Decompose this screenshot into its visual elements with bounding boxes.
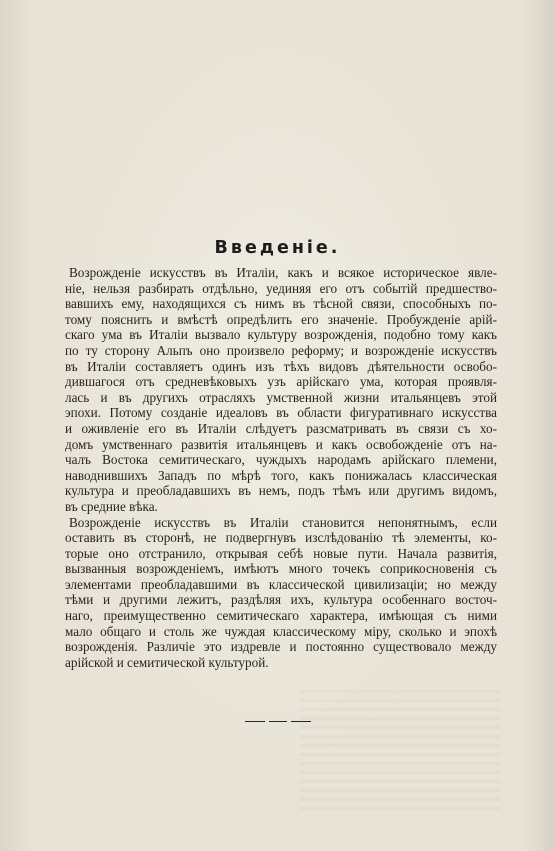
text-line: домъ умственнаго развитiя итальянцевъ и какъ освобожденiе отъ на- [65, 436, 497, 452]
body-text [65, 265, 497, 670]
text-line: и оживленiе его въ Италiи слѣдуетъ разсматривать въ связи съ хо- [65, 420, 497, 436]
text-line: элементами преобладавшими въ классической цивилизацiи; но между [65, 576, 497, 592]
text-line: культура и преобладавшихъ въ немъ, подъ тѣмъ или другимъ видомъ, [65, 483, 497, 499]
text-line: Возрожденiе искусствъ въ Италiи становится непонятнымъ, если [69, 514, 497, 530]
text-line: Возрожденiе искусствъ въ Италiи, какъ и всякое историческое явле- [69, 265, 497, 280]
text-line: тѣми и другими лежитъ, раздѣляя ихъ, культура особеннаго восточ- [65, 592, 497, 608]
text-line: лась и въ другихъ отрасляхъ умственной жизни итальянцевъ этой [65, 389, 497, 405]
text-line: дившагося отъ средневѣковыхъ узъ арiйскаго ума, которая проявля- [65, 374, 497, 390]
text-line: тому пояснить и вмѣстѣ опредѣлить его значенiе. Пробужденiе арiй- [65, 311, 497, 327]
chapter-title: Введенiе. [214, 238, 341, 258]
paragraph-1 [65, 265, 497, 515]
text-line: наго, преимущественно семитическаго характера, имѣющая съ ними [65, 608, 497, 624]
text-line: мало общаго и столь же чуждая классическому мiру, сколько и эпохѣ [65, 623, 497, 639]
text-line: скаго ума въ Италiи вызвало культуру возрожденiя, подобно тому какъ [65, 327, 497, 343]
section-end-rule [245, 721, 311, 722]
text-line: оставить въ сторонѣ, не подвергнувъ изслѣдованiю тѣ элементы, ко- [65, 530, 497, 546]
text-line: чалъ Востока семитическаго, чуждыхъ народамъ арiйскаго племени, [65, 452, 497, 468]
text-line: въ Италiи составляетъ одинъ изъ тѣхъ видовъ дѣятельности освобо- [65, 358, 497, 374]
text-line: вызванныя возрожденiемъ, имѣютъ много точекъ соприкосновенiя съ [65, 561, 497, 577]
text-line: вавшихъ ему, находящихся съ нимъ въ тѣсной связи, способныхъ по- [65, 296, 497, 312]
text-line: эпохи. Потому созданiе идеаловъ въ области фигуративнаго искусства [65, 405, 497, 421]
text-line: возрожденiя. Различiе это издревле и постоянно существовало между [65, 639, 497, 655]
text-line: наводнившихъ Западъ по мѣрѣ того, какъ понижалась классическая [65, 467, 497, 483]
paragraph-2 [65, 515, 497, 671]
text-line: нiе, нельзя разбирать отдѣльно, уединяя его отъ событiй предшество- [65, 280, 497, 296]
text-line: по ту сторону Альпъ оно произвело реформу; и возрожденiе искусствъ [65, 342, 497, 358]
text-line: въ средние вѣка. [65, 498, 158, 514]
text-line: торые оно отстранило, открывая себѣ новые пути. Начала развитiя, [65, 545, 497, 561]
text-line: арiйской и семитической культурой. [65, 654, 269, 670]
show-through-text [300, 690, 500, 810]
